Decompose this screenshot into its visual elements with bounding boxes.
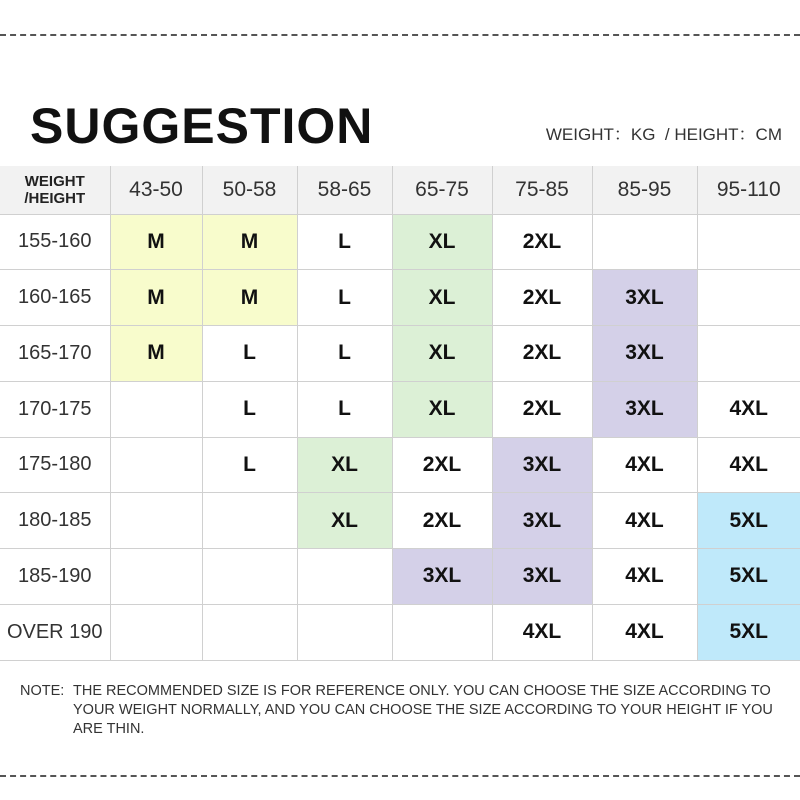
table-row (0, 493, 800, 549)
size-cell (697, 270, 800, 326)
size-cell: 3XL (592, 326, 697, 382)
height-label-cell: 160-165 (0, 270, 110, 326)
size-cell: L (202, 326, 297, 382)
size-cell (592, 214, 697, 270)
units-label: WEIGHT：KG / HEIGHT：CM (545, 125, 782, 144)
size-cell (697, 326, 800, 382)
weight-header-cell: 85-95 (592, 166, 697, 214)
size-cell (110, 604, 202, 660)
size-cell: 2XL (492, 381, 592, 437)
size-cell: 5XL (697, 549, 800, 605)
note-text: THE RECOMMENDED SIZE IS FOR REFERENCE ONLY. YOU CAN CHOOSE THE SIZE ACCORDING TO YOUR WEIGHT NORMALLY, AND YOU CAN CHOOSE THE SIZE ACCORDING TO YOUR HEIGHT IF YOU ARE THIN. (73, 683, 773, 737)
size-cell: L (202, 437, 297, 493)
size-cell: 2XL (492, 214, 592, 270)
size-cell: 3XL (592, 381, 697, 437)
table-row (0, 270, 800, 326)
size-cell: 4XL (697, 437, 800, 493)
size-cell (697, 214, 800, 270)
size-chart-body (0, 214, 800, 660)
page-title: SUGGESTION (30, 98, 374, 154)
size-cell: 4XL (592, 604, 697, 660)
size-cell (392, 604, 492, 660)
size-cell (297, 549, 392, 605)
table-row (0, 549, 800, 605)
table-row (0, 604, 800, 660)
height-label-cell: 175-180 (0, 437, 110, 493)
size-cell: L (297, 214, 392, 270)
size-cell: 2XL (392, 437, 492, 493)
size-cell: 4XL (697, 381, 800, 437)
size-cell: L (297, 270, 392, 326)
corner-weight-label: WEIGHT (24, 172, 85, 190)
weight-header-cell: 65-75 (392, 166, 492, 214)
size-cell: XL (297, 437, 392, 493)
table-row (0, 214, 800, 270)
height-label-cell: OVER 190 (0, 604, 110, 660)
weight-header-cell: 43-50 (110, 166, 202, 214)
height-label-cell: 170-175 (0, 381, 110, 437)
size-cell: 2XL (392, 493, 492, 549)
size-cell: XL (392, 270, 492, 326)
table-row (0, 437, 800, 493)
size-cell: 2XL (492, 270, 592, 326)
size-cell (110, 381, 202, 437)
size-cell (110, 549, 202, 605)
size-cell: L (297, 381, 392, 437)
size-cell: 3XL (492, 549, 592, 605)
size-cell: 5XL (697, 604, 800, 660)
size-cell (202, 604, 297, 660)
size-cell: M (202, 214, 297, 270)
size-chart-table (0, 166, 800, 661)
weight-header-cell: 75-85 (492, 166, 592, 214)
height-label-cell: 165-170 (0, 326, 110, 382)
size-cell: 3XL (492, 493, 592, 549)
corner-height-label: /HEIGHT (24, 189, 86, 207)
size-cell: 5XL (697, 493, 800, 549)
bottom-dashed-divider (0, 775, 800, 777)
height-label-cell: 185-190 (0, 549, 110, 605)
size-cell: XL (392, 214, 492, 270)
size-cell: 3XL (392, 549, 492, 605)
weight-header-cell: 50-58 (202, 166, 297, 214)
height-label-cell: 180-185 (0, 493, 110, 549)
size-cell: M (110, 214, 202, 270)
height-label-cell: 155-160 (0, 214, 110, 270)
size-cell (202, 549, 297, 605)
note-block (20, 682, 790, 739)
size-cell: 4XL (592, 493, 697, 549)
size-cell: M (202, 270, 297, 326)
size-cell: 4XL (492, 604, 592, 660)
weight-header-cell: 95-110 (697, 166, 800, 214)
size-cell: 3XL (492, 437, 592, 493)
size-cell: M (110, 270, 202, 326)
size-cell (110, 493, 202, 549)
weight-header-cell: 58-65 (297, 166, 392, 214)
size-cell: 4XL (592, 549, 697, 605)
table-row (0, 381, 800, 437)
top-dashed-divider (0, 34, 800, 36)
size-cell: L (297, 326, 392, 382)
size-cell: 2XL (492, 326, 592, 382)
corner-header (0, 166, 110, 214)
size-cell: XL (392, 381, 492, 437)
size-cell: L (202, 381, 297, 437)
table-row (0, 326, 800, 382)
note-label: NOTE: (20, 683, 65, 699)
size-cell: XL (392, 326, 492, 382)
size-cell (110, 437, 202, 493)
size-cell: 4XL (592, 437, 697, 493)
size-cell (202, 493, 297, 549)
size-cell (297, 604, 392, 660)
size-cell: 3XL (592, 270, 697, 326)
size-cell: XL (297, 493, 392, 549)
weight-header-row (0, 166, 800, 214)
size-cell: M (110, 326, 202, 382)
